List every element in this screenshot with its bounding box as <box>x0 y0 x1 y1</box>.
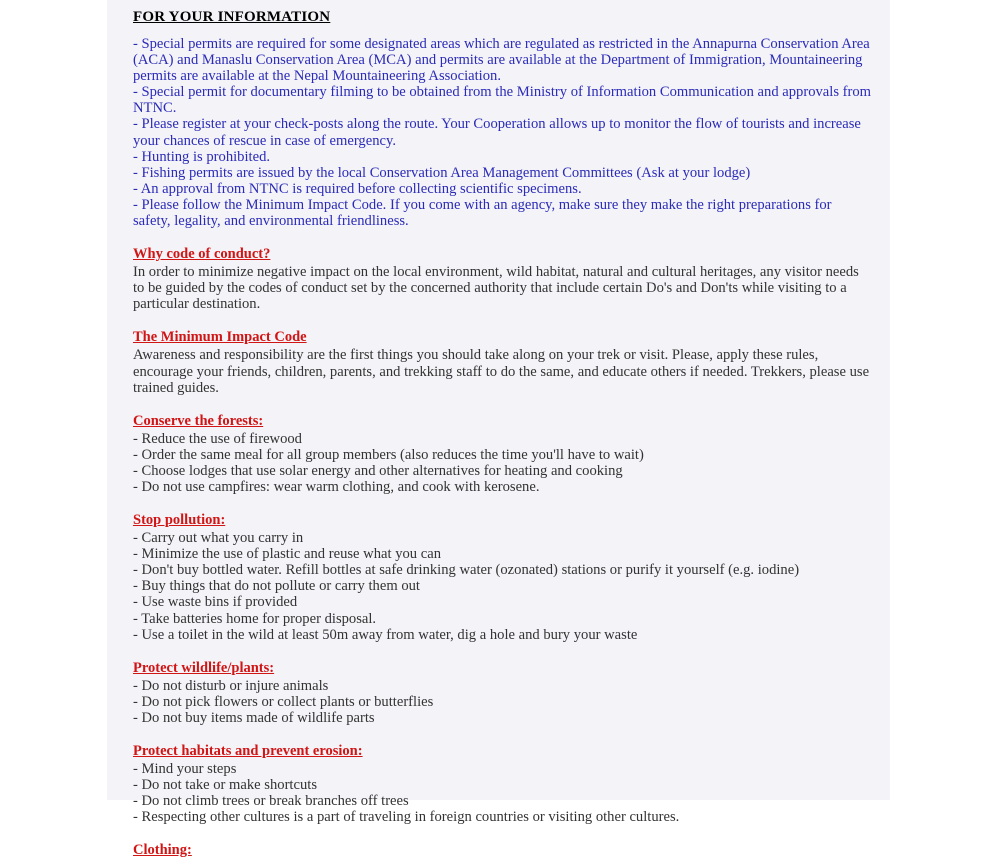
list-item: - Carry out what you carry in <box>133 530 304 547</box>
list-item: - Use a toilet in the wild at least 50m away from water, dig a hole and bury your waste <box>133 626 638 643</box>
information-notice-item: - Special permits are required for some designated areas which are regulated as restricted in the Annapurna Conservation Area (ACA) and Manaslu Conservation Area (MCA) and permits are available at the Department of Immigration, Mountaineering permits are available at the Nepal Mountaineering Association. <box>133 36 870 85</box>
information-notice-item: - Special permit for documentary filming to be obtained from the Ministry of Information Communication and approvals from NTNC. <box>133 84 872 117</box>
list-item: - Minimize the use of plastic and reuse what you can <box>133 546 441 563</box>
section <box>133 245 872 312</box>
section-heading: Clothing: <box>133 842 192 859</box>
sections-container <box>133 229 872 860</box>
section-spacer <box>133 229 872 245</box>
list-item: - Take batteries home for proper disposal. <box>133 610 377 627</box>
information-notice-item: - Fishing permits are issued by the local Conservation Area Management Committees (Ask at your lodge) <box>133 164 751 181</box>
section-spacer <box>133 726 872 742</box>
information-notice-item: - Please register at your check-posts along the route. Your Cooperation allows up to monitor the flow of tourists and increase your chances of rescue in case of emergency. <box>133 116 861 149</box>
section <box>133 742 872 825</box>
section-spacer <box>133 643 872 659</box>
document-body <box>107 8 890 860</box>
section <box>133 659 872 726</box>
section-heading: Protect habitats and prevent erosion: <box>133 743 363 759</box>
section <box>133 412 872 495</box>
list-item: - Respecting other cultures is a part of traveling in foreign countries or visiting other cultures. <box>133 809 680 826</box>
list-item: - Buy things that do not pollute or carry them out <box>133 578 420 595</box>
document-content-panel <box>107 0 890 859</box>
section-heading: Conserve the forests: <box>133 412 264 429</box>
information-notice-item: - Hunting is prohibited. <box>133 148 271 165</box>
list-item: - Choose lodges that use solar energy and other alternatives for heating and cooking <box>133 462 623 479</box>
section <box>133 841 872 860</box>
section-paragraph: In order to minimize negative impact on the local environment, wild habitat, natural and cultural heritages, any visitor needs to be guided by the codes of conduct set by the concerned authority that include certain Do's and Don'ts while visiting to a particular destination. <box>133 264 859 313</box>
section-item-list <box>133 431 872 495</box>
list-item: - Use waste bins if provided <box>133 594 298 611</box>
section-spacer <box>133 396 872 412</box>
list-item: - Do not buy items made of wildlife parts <box>133 709 375 726</box>
section-heading: Why code of conduct? <box>133 246 271 263</box>
section-spacer <box>133 825 872 841</box>
section-item-list <box>133 678 872 726</box>
section-spacer <box>133 312 872 328</box>
list-item: - Order the same meal for all group members (also reduces the time you'll have to wait) <box>133 446 644 463</box>
section-spacer <box>133 495 872 511</box>
section-heading: Stop pollution: <box>133 512 226 529</box>
list-item: - Do not climb trees or break branches off trees <box>133 793 409 810</box>
list-item: - Do not use campfires: wear warm clothing, and cook with kerosene. <box>133 478 540 495</box>
section <box>133 328 872 395</box>
information-notice-list <box>133 36 872 229</box>
list-item: - Reduce the use of firewood <box>133 430 302 447</box>
information-notice-item: - An approval from NTNC is required before collecting scientific specimens. <box>133 180 582 197</box>
list-item: - Don't buy bottled water. Refill bottles at safe drinking water (ozonated) stations or purify it yourself (e.g. iodine) <box>133 562 800 579</box>
list-item: - Mind your steps <box>133 761 237 777</box>
page-title: FOR YOUR INFORMATION <box>133 9 331 25</box>
section-heading: The Minimum Impact Code <box>133 329 307 346</box>
information-notice-item: - Please follow the Minimum Impact Code. If you come with an agency, make sure they make the right preparations for safety, legality, and environmental friendliness. <box>133 196 832 230</box>
section-item-list <box>133 530 872 643</box>
section-heading: Protect wildlife/plants: <box>133 659 275 676</box>
list-item: - Do not pick flowers or collect plants or butterflies <box>133 693 434 710</box>
section-paragraph: Awareness and responsibility are the first things you should take along on your trek or visit. Please, apply these rules, encourage your friends, children, parents, and trekking staff to do the same, and educate others if needed. Trekkers, please use trained guides. <box>133 347 870 396</box>
list-item: - Do not disturb or injure animals <box>133 677 329 694</box>
list-item: - Do not take or make shortcuts <box>133 777 317 794</box>
section-item-list <box>133 761 872 825</box>
section <box>133 511 872 643</box>
